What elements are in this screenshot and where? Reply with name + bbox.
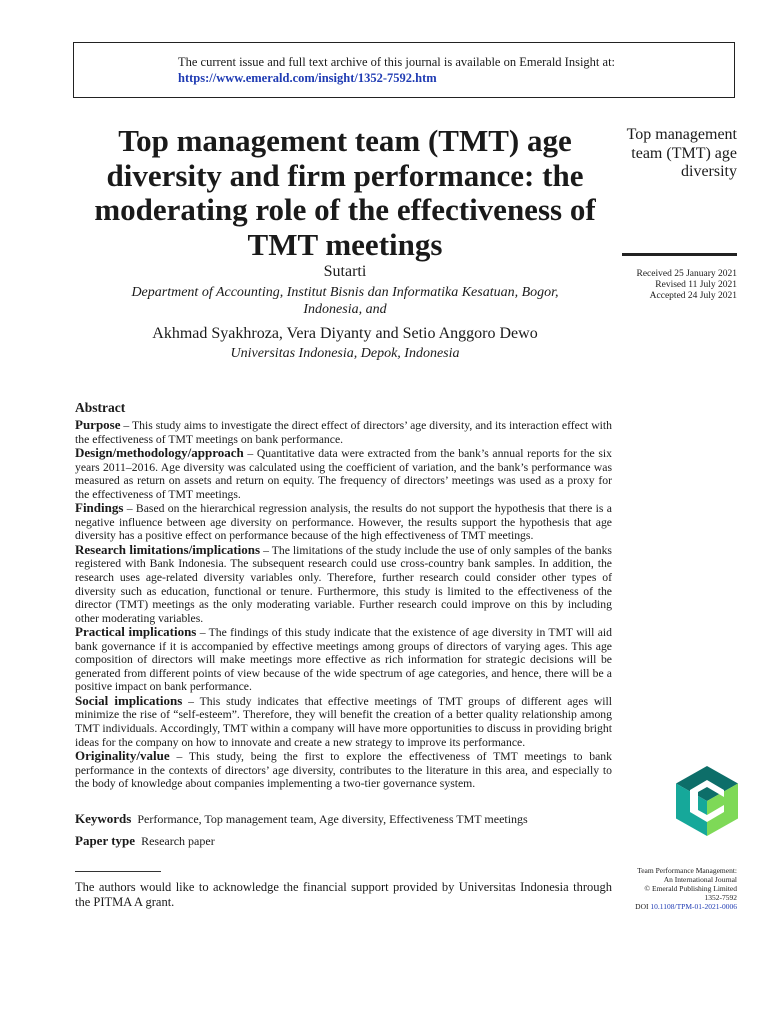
section-text: – This study, being the first to explore the effectiveness of TMT meetings to bank performance in the contexts of directors’ age diversity, contributes to the literature in this area, and especially to the body of knowledge about companies implementing a two-tier governance system. xyxy=(75,750,612,791)
revised-date: Revised 11 July 2021 xyxy=(655,280,737,290)
emerald-logo-icon xyxy=(676,766,738,836)
section-text: – This study indicates that effective meetings of TMT groups of different ages will minimize the rise of “self-esteem”. Therefore, they will benefit the creation of a better quality relationship among TMT individuals. Accordingly, TMT within a company will have more opportunities to discuss in providing bright ideas for the company on how to innovate and create a new strategy to improve its performance. xyxy=(75,694,612,749)
section-text: – The limitations of the study include the use of only samples of the banks registered with Bank Indonesia. The subsequent research could use cross-country bank samples. In addition, the research uses age-related diversity variables only. Therefore, further research could consider other types of diversity such as education, functional or tenure. Furthermore, this study is limited to the effectiveness of the director (TMT) meetings as the only moderating variable. Further research could improve on this by including other moderating variables. xyxy=(75,543,612,625)
section-label: Social implications xyxy=(75,692,183,708)
section-text: – This study aims to investigate the direct effect of directors’ age diversity, and its interaction effect with the effectiveness of TMT meetings on bank performance. xyxy=(75,419,612,446)
footnote-rule xyxy=(75,871,161,872)
section-label: Purpose xyxy=(75,417,121,432)
paper-type-label: Paper type xyxy=(75,833,136,848)
acknowledgement: The authors would like to acknowledge the financial support provided by Universitas Indonesia through the PITMA A grant. xyxy=(75,880,612,909)
section-text: – Quantitative data were extracted from the bank’s annual reports for the six years 2011–2016. Age diversity was calculated using the coefficient of variation, and the bank’s performance was measured as return on assets and return on equity. The frequency of directors’ meetings was used as a proxy for the effectiveness of TMT meetings. xyxy=(75,447,612,501)
keywords xyxy=(75,811,612,827)
section-label: Originality/value xyxy=(75,748,170,764)
issn: 1352-7592 xyxy=(704,893,737,902)
abstract-section-originality xyxy=(75,749,612,791)
section-text: – The findings of this study indicate that the existence of age diversity in TMT will aid bank governance if it is accompanied by effective meetings among groups of directors of varying ages. This age composition of directors will make meetings more effective as rich information for strategic decisions will be generated from different points of view because of the wide spectrum of age categories, and hence, there will be a positive impact on bank performance. xyxy=(75,626,612,694)
received-date: Received 25 January 2021 xyxy=(636,269,737,279)
abstract-section-design xyxy=(75,446,612,501)
paper-type xyxy=(75,833,612,849)
author-names: Sutarti xyxy=(323,263,367,280)
abstract-heading: Abstract xyxy=(75,400,126,415)
abstract-section-practical xyxy=(75,625,612,694)
section-label: Research limitations/implications xyxy=(75,541,261,557)
journal-subtitle: An International Journal xyxy=(663,875,737,884)
author-affiliation: Department of Accounting, Institut Bisnis dan Informatika Kesatuan, Bogor, Indonesia, and xyxy=(131,285,559,317)
abstract-section-findings xyxy=(75,501,612,543)
abstract-section-limitations xyxy=(75,543,612,625)
publisher: © Emerald Publishing Limited xyxy=(644,884,737,893)
author-names: Akhmad Syakhroza, Vera Diyanty and Setio Anggoro Dewo xyxy=(152,325,538,342)
paper-type-text: Research paper xyxy=(141,834,215,848)
section-label: Design/methodology/approach xyxy=(75,445,244,461)
author-affiliation: Universitas Indonesia, Depok, Indonesia xyxy=(230,346,460,361)
archive-notice-text: The current issue and full text archive of this journal is available on Emerald Insight at: xyxy=(178,55,616,69)
journal-name: Team Performance Management: xyxy=(637,866,737,875)
doi-link[interactable]: 10.1108/TPM-01-2021-0006 xyxy=(650,902,737,911)
section-text: – Based on the hierarchical regression analysis, the results do not support the hypothesis that there is a negative influence between age diversity on performance. However, the results support the hypothesis that age diversity has a positive effect on performance because of the high effectiveness of TMT meetings. xyxy=(75,502,612,543)
running-title-rule xyxy=(622,253,737,256)
paper-title: Top management team (TMT) age diversity and firm performance: the moderating role of the effectiveness of TMT meetings xyxy=(94,123,596,262)
submission-dates xyxy=(610,269,737,302)
keywords-text: Performance, Top management team, Age diversity, Effectiveness TMT meetings xyxy=(137,812,528,826)
section-label: Findings xyxy=(75,500,124,516)
abstract-section-purpose xyxy=(75,418,612,446)
journal-info xyxy=(600,866,737,911)
section-label: Practical implications xyxy=(75,624,197,640)
keywords-label: Keywords xyxy=(75,811,132,826)
doi-label: DOI xyxy=(635,902,649,911)
running-title: Top management team (TMT) age diversity xyxy=(626,126,737,180)
accepted-date: Accepted 24 July 2021 xyxy=(649,291,737,301)
archive-link[interactable]: https://www.emerald.com/insight/1352-7592.htm xyxy=(178,71,437,85)
abstract-body xyxy=(75,418,612,791)
archive-notice-box xyxy=(73,42,735,98)
doi-line xyxy=(600,902,737,911)
abstract-section-social xyxy=(75,694,612,749)
